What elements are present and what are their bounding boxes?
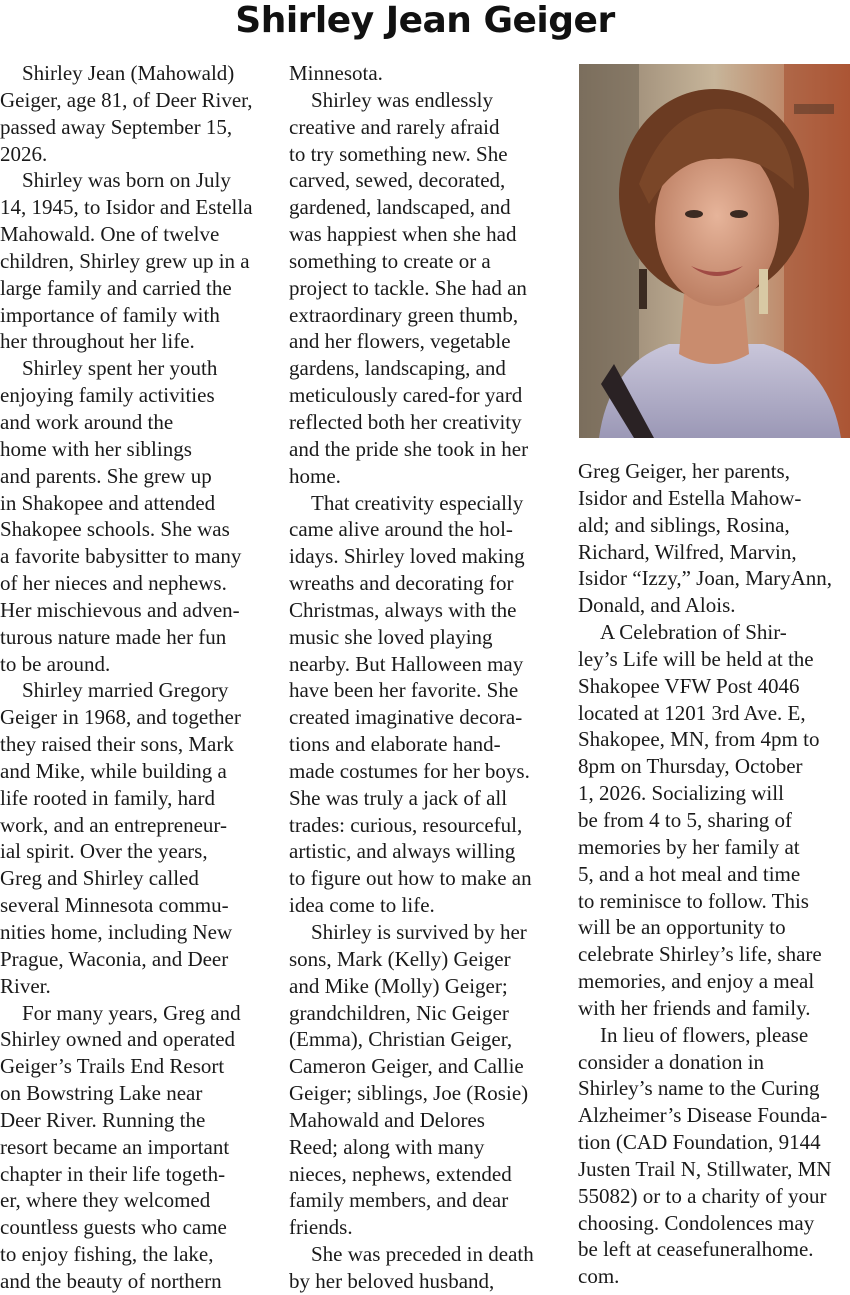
text-line: Geiger in 1968, and together (0, 705, 241, 730)
text-line: ley’s Life will be held at the (578, 646, 814, 671)
text-line: Greg Geiger, her parents, (578, 459, 790, 483)
text-line: on Bowstring Lake near (0, 1081, 203, 1106)
text-line: memories, and enjoy a meal (578, 969, 815, 994)
text-line: several Minnesota commu- (0, 893, 229, 918)
text-line: artistic, and always willing (289, 839, 516, 864)
text-line: (Emma), Christian Geiger, (289, 1027, 513, 1052)
text-line: Donald, and Alois. (578, 593, 736, 618)
portrait-photo (579, 64, 850, 438)
text-line: came alive around the hol- (289, 517, 513, 542)
text-line: choosing. Condolences may (578, 1210, 815, 1235)
text-line: home with her siblings (0, 436, 192, 461)
text-line: Mahowald. One of twelve (0, 222, 220, 247)
text-line: to be around. (0, 651, 111, 676)
text-line: tions and elaborate hand- (289, 732, 501, 757)
text-line: She was preceded in death (311, 1242, 534, 1267)
text-line: and Mike (Molly) Geiger; (289, 973, 508, 998)
text-line: 2026. (0, 141, 48, 166)
text-line: In lieu of flowers, please (600, 1022, 809, 1047)
text-line: 1, 2026. Socializing will (578, 781, 784, 806)
text-line: ald; and siblings, Rosina, (578, 512, 790, 537)
text-line: Shirley owned and operated (0, 1027, 236, 1052)
text-line: sons, Mark (Kelly) Geiger (289, 946, 511, 971)
text-line: carved, sewed, decorated, (289, 168, 506, 193)
text-line: resort became an important (0, 1134, 230, 1159)
text-line: Shirley is survived by her (311, 920, 527, 944)
text-line: will be an opportunity to (578, 915, 786, 940)
text-line: That creativity especially (311, 490, 524, 515)
text-line: Her mischievous and adven- (0, 597, 240, 622)
text-line: idea come to life. (289, 893, 435, 918)
text-line: Isidor and Estella Mahow- (578, 485, 802, 510)
text-line: Justen Trail N, Stillwater, MN (578, 1156, 832, 1181)
text-line: family members, and dear (289, 1188, 509, 1213)
text-line: to try something new. She (289, 141, 508, 166)
text-line: chapter in their life togeth- (0, 1161, 226, 1186)
text-line: Geiger’s Trails End Resort (0, 1054, 225, 1079)
text-line: music she loved playing (289, 624, 493, 649)
text-line: Shirley was born on July (22, 168, 231, 193)
text-line: was happiest when she had (289, 222, 517, 247)
text-line: Greg and Shirley called (0, 866, 199, 891)
text-line: and her flowers, vegetable (289, 329, 511, 354)
text-line: For many years, Greg and (22, 1000, 241, 1025)
text-line: home. (289, 463, 341, 488)
text-line: Shirley was endlessly (311, 87, 493, 112)
text-line: they raised their sons, Mark (0, 732, 234, 757)
text-line: Richard, Wilfred, Marvin, (578, 539, 797, 564)
obituary-title: Shirley Jean Geiger (235, 0, 615, 41)
text-line: countless guests who came (0, 1215, 227, 1240)
text-line: children, Shirley grew up in a (0, 248, 250, 273)
text-line: Shirley spent her youth (22, 356, 218, 381)
text-line: a favorite babysitter to many (0, 544, 242, 569)
text-line: grandchildren, Nic Geiger (289, 1000, 509, 1025)
text-line: work, and an entrepreneur- (0, 812, 227, 837)
text-line: 8pm on Thursday, October (578, 754, 803, 779)
text-line: er, where they welcomed (0, 1188, 211, 1213)
text-line: importance of family with (0, 302, 220, 327)
text-line: be from 4 to 5, sharing of (578, 807, 793, 832)
text-line: A Celebration of Shir- (600, 620, 787, 645)
text-line: wreaths and decorating for (289, 571, 514, 596)
text-line: Alzheimer’s Disease Founda- (578, 1103, 828, 1128)
text-line: made costumes for her boys. (289, 758, 530, 783)
text-line: Shakopee schools. She was (0, 517, 230, 542)
text-line: life rooted in family, hard (0, 785, 215, 810)
text-line: and work around the (0, 409, 174, 434)
text-line: her throughout her life. (0, 329, 195, 354)
text-line: with her friends and family. (578, 995, 811, 1020)
text-line: River. (0, 973, 51, 998)
text-line: Prague, Waconia, and Deer (0, 946, 229, 971)
text-line: celebrate Shirley’s life, share (578, 942, 822, 967)
text-line: to figure out how to make an (289, 866, 532, 891)
text-line: and Mike, while building a (0, 758, 227, 783)
text-line: Isidor “Izzy,” Joan, MaryAnn, (578, 566, 833, 591)
text-line: in Shakopee and attended (0, 490, 216, 515)
text-line: of her nieces and nephews. (0, 571, 227, 596)
text-column-2 (289, 60, 565, 1295)
text-line: Cameron Geiger, and Callie (289, 1054, 524, 1079)
text-line: created imaginative decora- (289, 705, 523, 730)
text-line: com. (578, 1264, 620, 1289)
text-line: and parents. She grew up (0, 463, 212, 488)
text-line: gardens, landscaping, and (289, 356, 506, 381)
text-line: Geiger; siblings, Joe (Rosie) (289, 1081, 529, 1106)
text-line: and the pride she took in her (289, 436, 529, 461)
text-line: extraordinary green thumb, (289, 302, 519, 327)
text-line: and the beauty of northern (0, 1268, 222, 1293)
text-line: nities home, including New (0, 920, 233, 944)
text-line: passed away September 15, (0, 114, 233, 139)
text-line: ial spirit. Over the years, (0, 839, 208, 864)
text-line: nieces, nephews, extended (289, 1161, 512, 1186)
text-line: Minnesota. (289, 61, 383, 85)
text-line: to reminisce to follow. This (578, 888, 809, 913)
text-line: Christmas, always with the (289, 597, 517, 622)
text-line: gardened, landscaped, and (289, 195, 511, 220)
text-line: Shakopee, MN, from 4pm to (578, 727, 820, 752)
text-line: to enjoy fishing, the lake, (0, 1242, 214, 1267)
text-line: 5, and a hot meal and time (578, 861, 801, 886)
text-line: by her beloved husband, (289, 1268, 495, 1293)
text-line: consider a donation in (578, 1049, 765, 1074)
text-line: Geiger, age 81, of Deer River, (0, 87, 253, 112)
text-line: large family and carried the (0, 275, 232, 300)
text-line: reflected both her creativity (289, 409, 522, 434)
text-line: creative and rarely afraid (289, 114, 500, 139)
text-line: be left at ceasefuneralhome. (578, 1237, 814, 1262)
text-line: Shirley’s name to the Curing (578, 1076, 820, 1101)
text-line: project to tackle. She had an (289, 275, 527, 300)
text-line: something to create or a (289, 248, 491, 273)
text-line: located at 1201 3rd Ave. E, (578, 700, 806, 725)
text-line: enjoying family activities (0, 383, 215, 408)
text-line: friends. (289, 1215, 353, 1240)
text-line: Deer River. Running the (0, 1107, 206, 1132)
text-line: Shirley married Gregory (22, 678, 229, 703)
text-column-1 (0, 60, 276, 1295)
text-line: Mahowald and Delores (289, 1107, 485, 1132)
text-line: She was truly a jack of all (289, 785, 508, 810)
text-line: trades: curious, resourceful, (289, 812, 523, 837)
text-line: nearby. But Halloween may (289, 651, 524, 676)
text-line: idays. Shirley loved making (289, 544, 525, 569)
text-line: tion (CAD Foundation, 9144 (578, 1130, 821, 1155)
text-line: memories by her family at (578, 834, 800, 859)
text-line: 14, 1945, to Isidor and Estella (0, 195, 253, 220)
text-line: Reed; along with many (289, 1134, 485, 1159)
text-line: Shirley Jean (Mahowald) (22, 61, 235, 85)
text-line: have been her favorite. She (289, 678, 519, 703)
text-line: turous nature made her fun (0, 624, 227, 649)
text-column-3 (578, 458, 850, 1290)
text-line: meticulously cared-for yard (289, 383, 523, 408)
text-line: 55082) or to a charity of your (578, 1183, 827, 1208)
text-line: Shakopee VFW Post 4046 (578, 673, 800, 698)
